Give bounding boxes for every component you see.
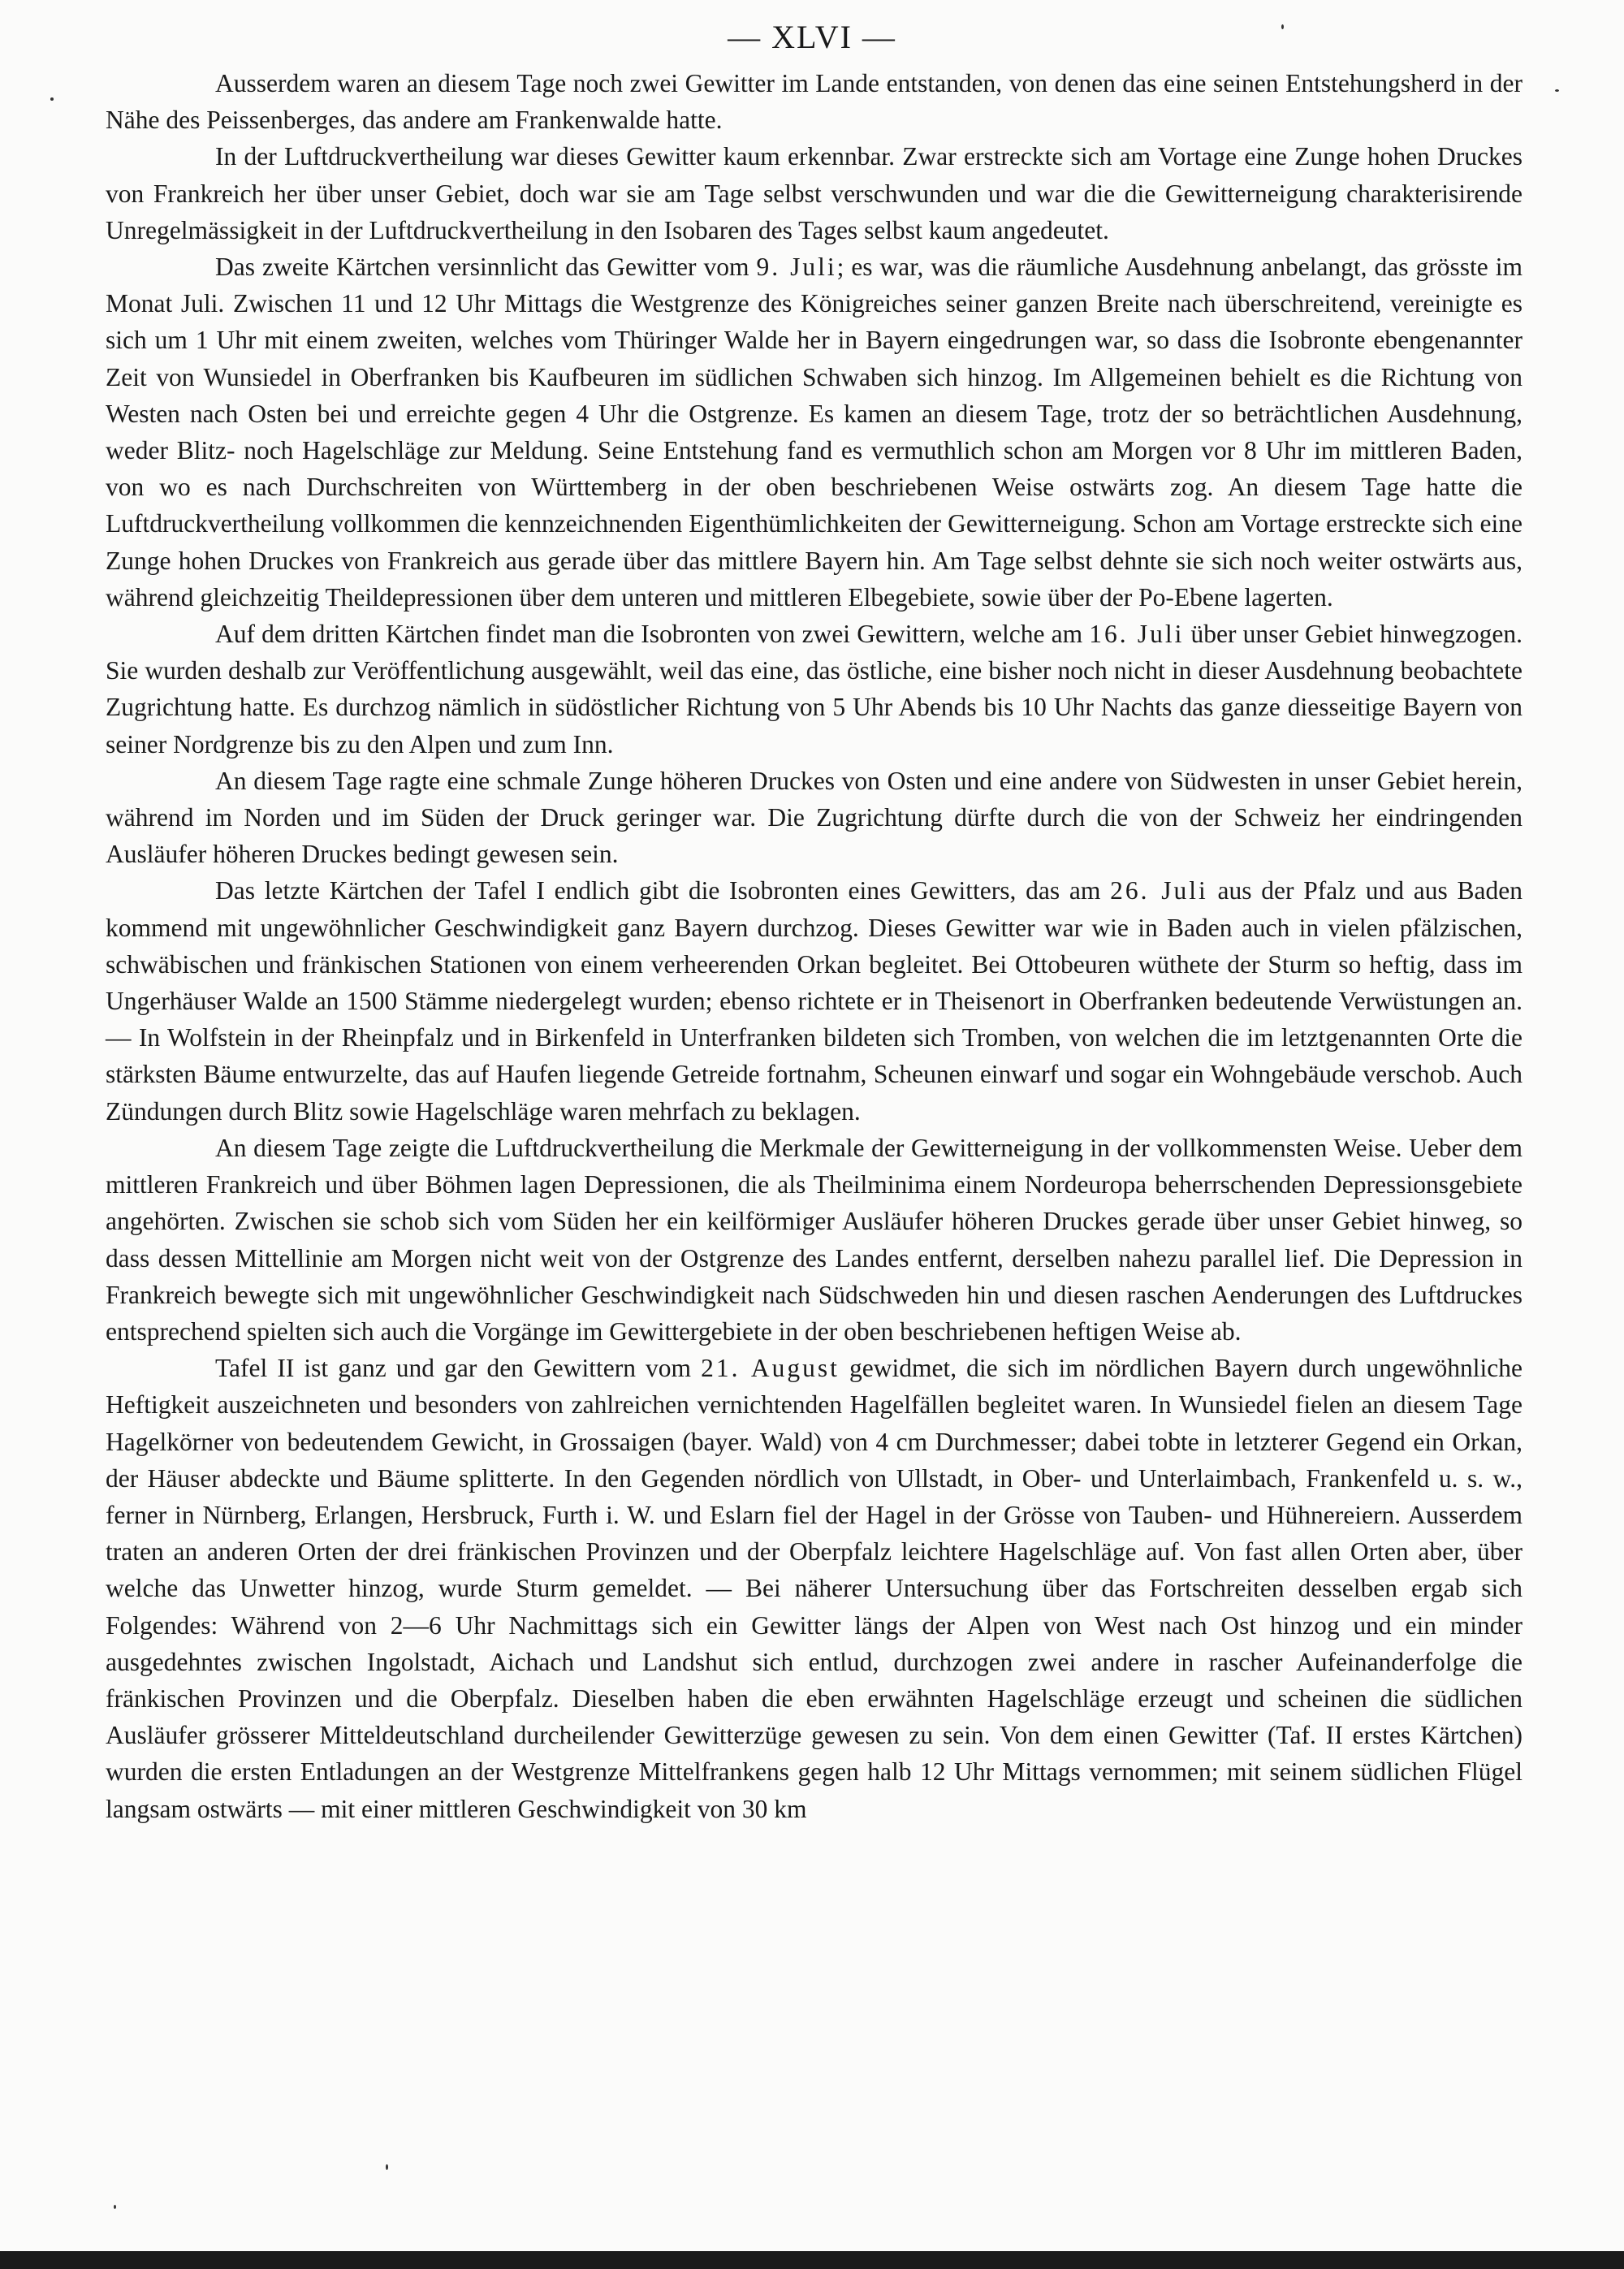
scan-speck (386, 2164, 388, 2170)
scan-speck (1555, 89, 1559, 92)
text-segment: An diesem Tage ragte eine schmale Zunge höheren Druckes von Osten und eine andere von Südwesten in unser Gebiet herein, während im Norden und im Süden der Druck geringer war. Die Zugrichtung dürfte durch die von der Schweiz her eindringenden Ausläufer höheren Druckes bedingt gewesen sein. (106, 766, 1522, 869)
text-segment: In der Luftdruckvertheilung war dieses Gewitter kaum erkennbar. Zwar erstreckte sich am Vortage eine Zunge hohen Druckes von Frankreich her über unser Gebiet, doch war sie am Tage selbst verschwunden und war die die Gewitterneigung charakterisirende Unregelmässigkeit in der Luftdruckvertheilung in den Isobaren des Tages selbst kaum angedeutet. (106, 142, 1522, 244)
paragraph (106, 1350, 1522, 1827)
text-segment: Tafel II ist ganz und gar den Gewittern vom (215, 1354, 702, 1383)
spaced-date: 26. Juli (1110, 876, 1208, 905)
text-segment: Das letzte Kärtchen der Tafel I endlich gibt die Isobronten eines Gewitters, das am (215, 876, 1111, 905)
spaced-date: 21. August (701, 1354, 840, 1383)
paragraph (106, 763, 1522, 873)
text-segment: Ausserdem waren an diesem Tage noch zwei Gewitter im Lande entstanden, von denen das eine seinen Entstehungsherd in der Nähe des Peissenberges, das andere am Frankenwalde hatte. (106, 69, 1522, 135)
paragraph (106, 872, 1522, 1129)
scan-speck (1281, 24, 1284, 29)
text-segment: gewidmet, die sich im nördlichen Bayern durch ungewöhnliche Heftigkeit auszeichneten und besonders von zahlreichen vernichtenden Hagelfällen begleitet waren. In Wunsiedel fielen an diesem Tage Hagelkörner von bedeutendem Gewicht, in Grossaigen (bayer. Wald) von 4 cm Durchmesser; dabei tobte in letzterer Gegend ein Orkan, der Häuser abdeckte und Bäume splitterte. In den Gegenden nördlich von Ullstadt, in Ober- und Unterlaimbach, Frankenfeld u. s. w., ferner in Nürnberg, Erlangen, Hersbruck, Furth i. W. und Eslarn fiel der Hagel in der Grösse von Tauben- und Hühnereiern. Ausserdem traten an anderen Orten der drei fränkischen Provinzen und der Oberpfalz leichtere Hagelschläge auf. Von fast allen Orten aber, über welche das Unwetter hinzog, wurde Sturm gemeldet. — Bei näherer Untersuchung über das Fortschreiten desselben ergab sich Folgendes: Während von 2—6 Uhr Nachmittags sich ein Gewitter längs der Alpen von West nach Ost hinzog und ein minder ausgedehntes zwischen Ingolstadt, Aichach und Landshut sich entlud, durchzogen zwei andere in rascher Aufeinanderfolge die fränkischen Provinzen und die Oberpfalz. Dieselben haben die eben erwähnten Hagelschläge erzeugt und scheinen die südlichen Ausläufer grösserer Mitteldeutschland durcheilender Gewitterzüge gewesen zu sein. Von dem einen Gewitter (Taf. II erstes Kärtchen) wurden die ersten Entladungen an der Westgrenze Mittelfrankens gegen halb 12 Uhr Mittags vernommen; mit seinem südlichen Flügel langsam ostwärts — mit einer mittleren Geschwindigkeit von 30 km (106, 1354, 1522, 1823)
text-segment: Auf dem dritten Kärtchen findet man die Isobronten von zwei Gewittern, welche am (215, 620, 1090, 649)
scan-speck (50, 97, 54, 101)
text-segment: aus der Pfalz und aus Baden kommend mit ungewöhnlicher Geschwindigkeit ganz Bayern durchzog. Dieses Gewitter war wie in Baden auch in vielen pfälzischen, schwäbischen und fränkischen Stationen von einem verheerenden Orkan begleitet. Bei Ottobeuren wüthete der Sturm so heftig, dass im Ungerhäuser Walde an 1500 Stämme niedergelegt wurden; ebenso richtete er in Theisenort in Oberfranken bedeutende Verwüstungen an. — In Wolfstein in der Rheinpfalz und in Birkenfeld in Unterfranken bildeten sich Tromben, von welchen die im letztgenannten Orte die stärksten Bäume entwurzelte, das auf Haufen liegende Getreide fortnahm, Scheunen einwarf und sogar ein Wohngebäude verschob. Auch Zündungen durch Blitz sowie Hagelschläge waren mehrfach zu beklagen. (106, 876, 1522, 1126)
paragraph (106, 249, 1522, 616)
text-segment: An diesem Tage zeigte die Luftdruckvertheilung die Merkmale der Gewitterneigung in der vollkommensten Weise. Ueber dem mittleren Frankreich und über Böhmen lagen Depressionen, die als Theilminima einem Nordeuropa beherrschenden Depressionsgebiete angehörten. Zwischen sie schob sich vom Süden her ein keilförmiger Ausläufer höheren Druckes gerade über unser Gebiet hinweg, so dass dessen Mittellinie am Morgen nicht weit von der Ostgrenze des Landes entfernt, derselben nahezu parallel lief. Die Depression in Frankreich bewegte sich mit ungewöhnlicher Geschwindigkeit nach Südschweden hin und diesen raschen Aenderungen des Luftdruckes entsprechend spielten sich auch die Vorgänge im Gewittergebiete in der oben beschriebenen heftigen Weise ab. (106, 1133, 1522, 1346)
paragraph (106, 138, 1522, 249)
scan-speck (114, 2205, 116, 2209)
text-segment: Das zweite Kärtchen versinnlicht das Gewitter vom (215, 253, 757, 282)
spaced-date: 16. Juli (1089, 620, 1185, 649)
scan-border (0, 2251, 1624, 2269)
spaced-date: 9. Juli (756, 253, 837, 282)
paragraph (106, 1130, 1522, 1350)
text-segment: ; es war, was die räumliche Ausdehnung anbelangt, das grösste im Monat Juli. Zwischen 11 und 12 Uhr Mittags die Westgrenze des Königreiches seiner ganzen Breite nach überschreitend, vereinigte es sich um 1 Uhr mit einem zweiten, welches vom Thüringer Walde her in Bayern eingedrungen war, so dass die Isobronte ebengenannter Zeit von Wunsiedel in Oberfranken bis Kaufbeuren im südlichen Schwaben sich hinzog. Im Allgemeinen behielt es die Richtung von Westen nach Osten bei und erreichte gegen 4 Uhr die Ostgrenze. Es kamen an diesem Tage, trotz der so beträchtlichen Ausdehnung, weder Blitz- noch Hagelschläge zur Meldung. Seine Entstehung fand es vermuthlich schon am Morgen vor 8 Uhr im mittleren Baden, von wo es nach Durchschreiten von Württemberg in der oben beschriebenen Weise ostwärts zog. An diesem Tage hatte die Luftdruckvertheilung vollkommen die kennzeichnenden Eigenthümlichkeiten der Gewitterneigung. Schon am Vortage erstreckte sich eine Zunge hohen Druckes von Frankreich aus gerade über das mittlere Bayern hin. Am Tage selbst dehnte sie sich noch weiter ostwärts aus, während gleichzeitig Theildepressionen über dem unteren und mittleren Elbegebiete, sowie über der Po-Ebene lagerten. (106, 253, 1522, 612)
paragraph (106, 65, 1522, 138)
text-segment: über unser Gebiet hinwegzogen. Sie wurden deshalb zur Veröffentlichung ausgewählt, weil das eine, das östliche, eine bisher noch nicht in dieser Ausdehnung beobachtete Zugrichtung hatte. Es durchzog nämlich in südöstlicher Richtung von 5 Uhr Abends bis 10 Uhr Nachts das ganze diesseitige Bayern von seiner Nordgrenze bis zu den Alpen und zum Inn. (106, 620, 1523, 758)
paragraph (106, 616, 1522, 763)
body-text (106, 65, 1522, 1827)
page-number: — XLVI — (728, 19, 896, 55)
